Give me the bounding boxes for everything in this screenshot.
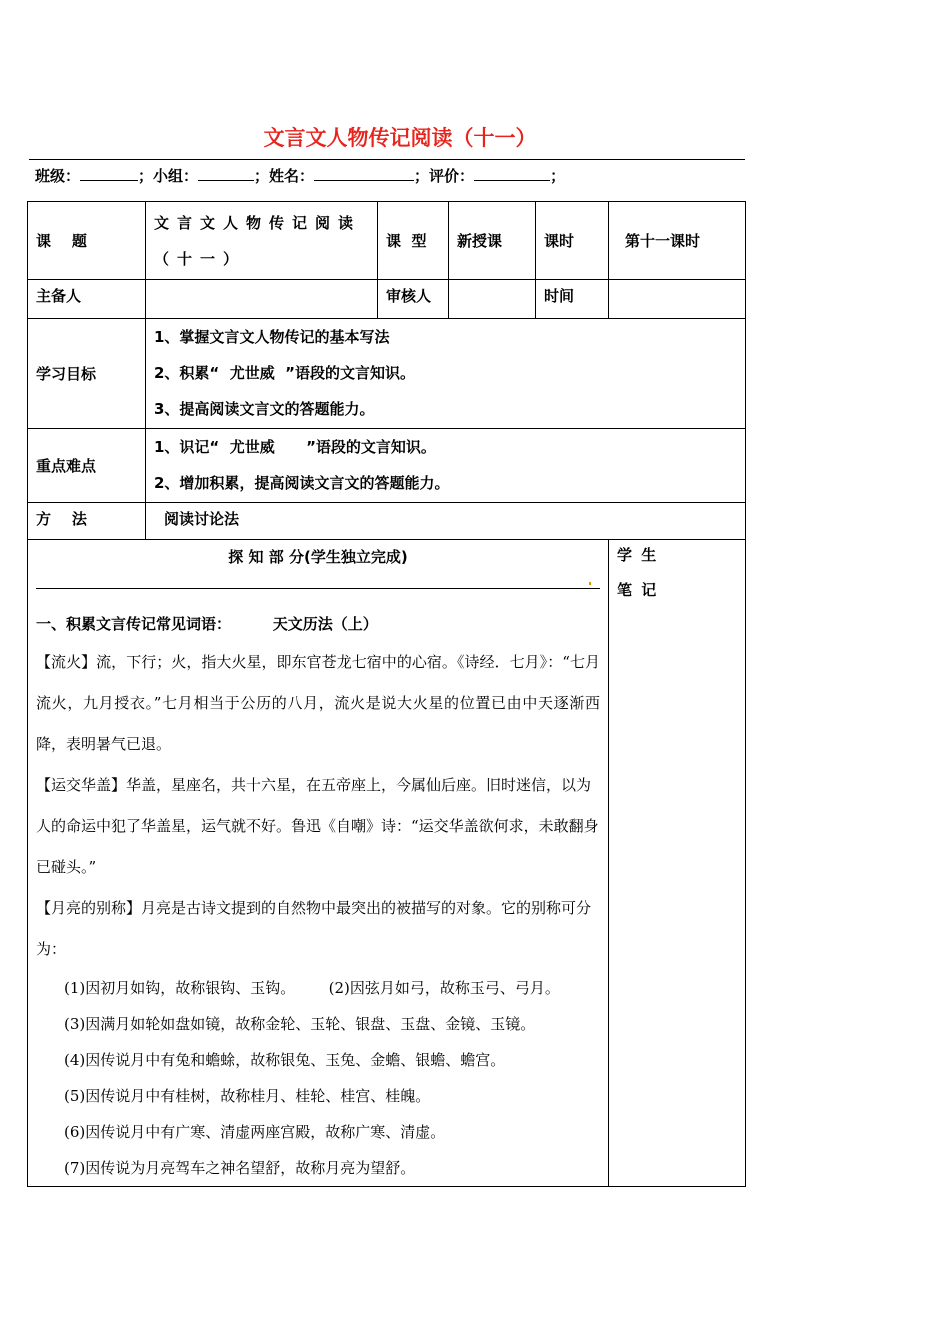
page-title: 文言文人物传记阅读（十一） bbox=[263, 126, 537, 150]
notes-label-line1: 学 生 bbox=[617, 546, 659, 564]
type-value: 新授课 bbox=[449, 202, 536, 280]
reviewer-value bbox=[449, 280, 536, 319]
topic-value: 文言文人物传记阅读（十一） bbox=[146, 202, 378, 280]
key-point-item: 1、识记“ 尤世威 ”语段的文言知识。 bbox=[154, 438, 436, 456]
paragraph-huagai: 【运交华盖】华盖，星座名，共十六星，在五帝座上，今属仙后座。旧时迷信，以为人的命运中犯了华盖星，运气就不好。鲁迅《自嘲》诗：“运交华盖欲何求，未敢翻身已碰头。” bbox=[36, 776, 599, 876]
exploration-section bbox=[28, 540, 609, 1187]
time-value bbox=[609, 280, 746, 319]
type-label: 课 型 bbox=[378, 202, 449, 280]
notes-label-line2: 笔 记 bbox=[617, 581, 659, 599]
method-value: 阅读讨论法 bbox=[146, 503, 746, 540]
list-item: (6)因传说月中有广寒、清虚两座宫殿，故称广寒、清虚。 bbox=[64, 1123, 446, 1141]
list-item: (1)因初月如钩，故称银钩、玉钩。 (2)因弦月如弓，故称玉弓、弓月。 bbox=[64, 979, 560, 997]
info-end: ； bbox=[550, 167, 566, 185]
student-notes-column bbox=[609, 540, 746, 1187]
key-point-item: 2、增加积累，提高阅读文言文的答题能力。 bbox=[154, 474, 450, 492]
list-item: (3)因满月如轮如盘如镜，故称金轮、玉轮、银盘、玉盘、金镜、玉镜。 bbox=[64, 1015, 536, 1033]
list-item: (5)因传说月中有桂树，故称桂月、桂轮、桂宫、桂魄。 bbox=[64, 1087, 431, 1105]
goal-item: 1、掌握文言文人物传记的基本写法 bbox=[154, 328, 390, 346]
paragraph-liuhuo: 【流火】流，下行；火，指大火星，即东官苍龙七宿中的心宿。《诗经．七月》：“七月流火，九月授衣。”七月相当于公历的八月，流火是说大火星的位置已由中天逐渐西降，表明暑气已退。 bbox=[36, 653, 600, 753]
group-blank[interactable] bbox=[198, 165, 254, 181]
topic-label: 课 题 bbox=[28, 202, 146, 280]
paragraph-moon: 【月亮的别称】月亮是古诗文提到的自然物中最突出的被描写的对象。它的别称可分为： bbox=[36, 899, 592, 958]
key-points-list bbox=[146, 429, 746, 503]
section-divider bbox=[36, 588, 600, 589]
dot-mark bbox=[589, 582, 591, 585]
goal-item: 3、提高阅读文言文的答题能力。 bbox=[154, 400, 375, 418]
section-heading: 一、积累文言传记常见词语： 天文历法（上） bbox=[36, 615, 378, 633]
list-item: (4)因传说月中有兔和蟾蜍，故称银兔、玉兔、金蟾、银蟾、蟾宫。 bbox=[64, 1051, 506, 1069]
preparer-value bbox=[146, 280, 378, 319]
name-label: ；姓名： bbox=[254, 167, 315, 185]
period-label: 课时 bbox=[536, 202, 609, 280]
goals-label: 学习目标 bbox=[28, 319, 146, 429]
group-label: ；小组： bbox=[138, 167, 199, 185]
time-label: 时间 bbox=[536, 280, 609, 319]
goals-list bbox=[146, 319, 746, 429]
lesson-table bbox=[27, 201, 746, 1187]
key-label: 重点难点 bbox=[28, 429, 146, 503]
method-label: 方 法 bbox=[28, 503, 146, 540]
list-item: (7)因传说为月亮驾车之神名望舒，故称月亮为望舒。 bbox=[64, 1159, 416, 1177]
section-body bbox=[28, 642, 608, 1186]
student-info-line bbox=[35, 165, 565, 186]
section-header: 探 知 部 分(学生独立完成) bbox=[228, 548, 408, 566]
period-value: 第十一课时 bbox=[609, 202, 746, 280]
divider bbox=[29, 159, 745, 160]
reviewer-label: 审核人 bbox=[378, 280, 449, 319]
name-blank[interactable] bbox=[314, 165, 414, 181]
class-blank[interactable] bbox=[80, 165, 138, 181]
goal-item: 2、积累“ 尤世威 ”语段的文言知识。 bbox=[154, 364, 416, 382]
eval-label: ；评价： bbox=[414, 167, 475, 185]
eval-blank[interactable] bbox=[474, 165, 550, 181]
preparer-label: 主备人 bbox=[28, 280, 146, 319]
class-label: 班级： bbox=[35, 167, 81, 185]
